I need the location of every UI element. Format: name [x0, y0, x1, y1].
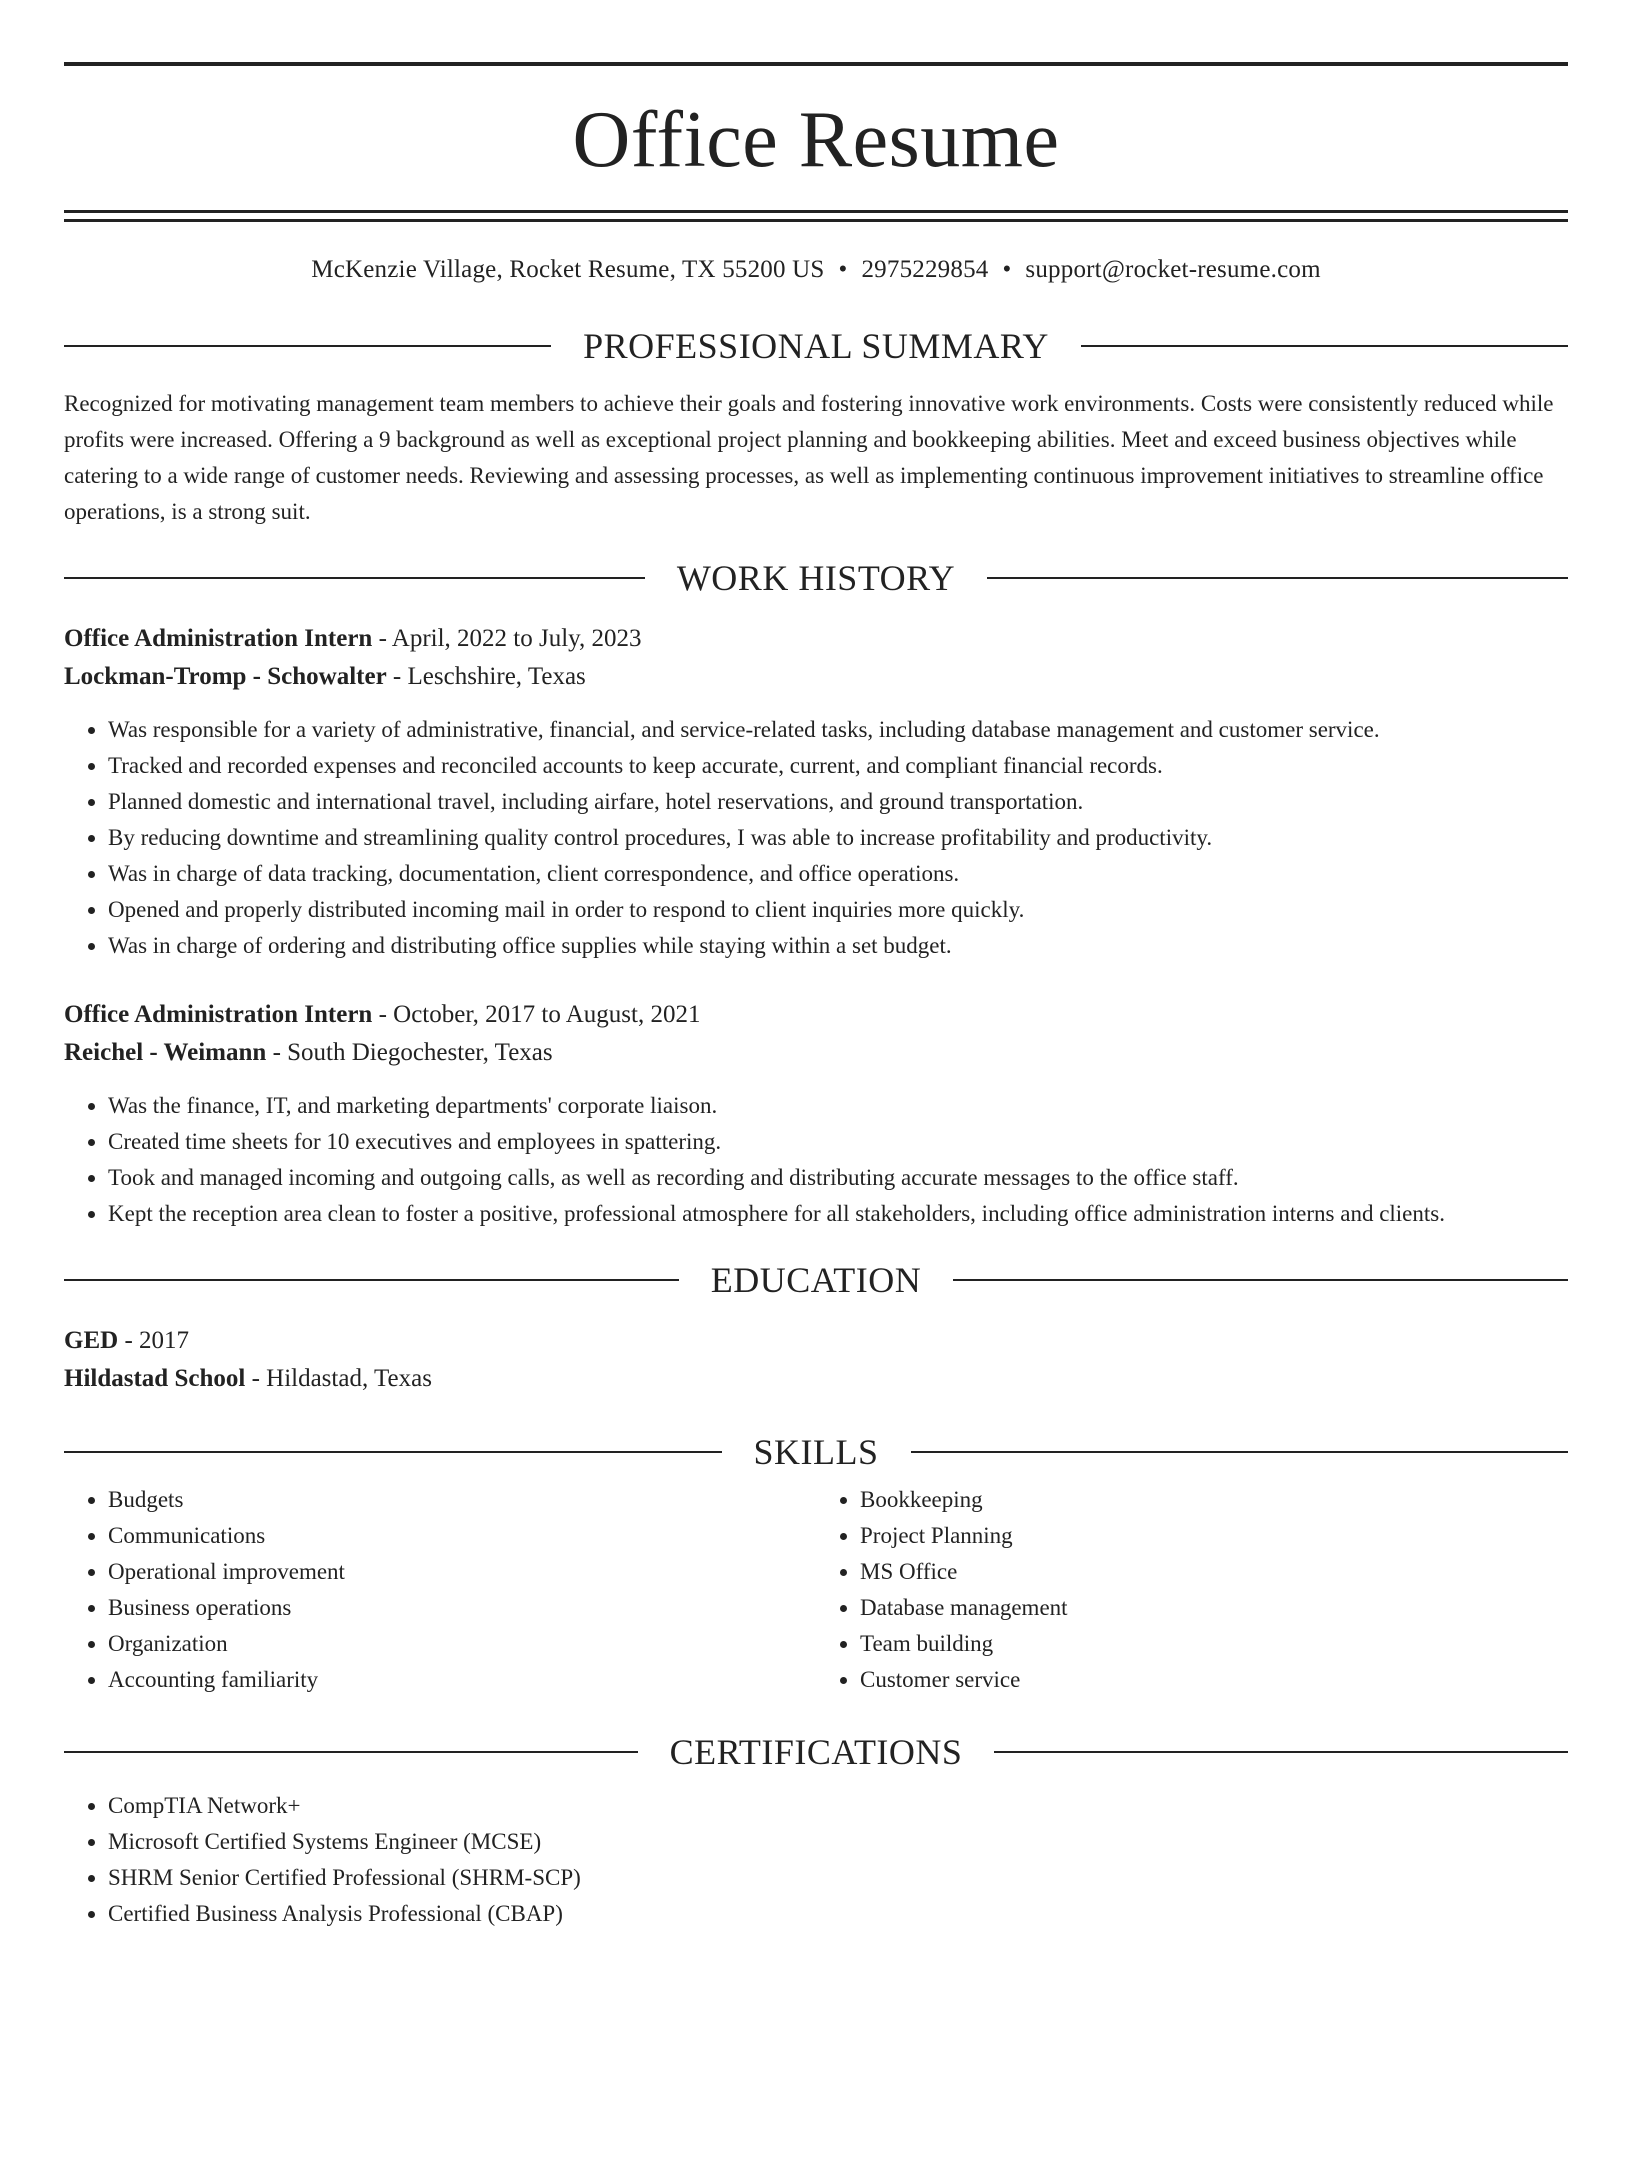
job-dates: - October, 2017 to August, 2021 — [372, 1001, 701, 1028]
header-top-rule — [64, 62, 1568, 66]
skill-item: • Database management — [860, 1590, 1568, 1626]
education-degree: GED — [64, 1327, 119, 1354]
skill-item: • Accounting familiarity — [108, 1662, 816, 1698]
contact-email: support@rocket-resume.com — [1025, 256, 1321, 283]
skills-list-left — [64, 1482, 816, 1698]
job-bullet: • Was in charge of data tracking, documentation, client correspondence, and office operations. — [108, 856, 1568, 892]
section-title-skills: SKILLS — [753, 1432, 879, 1472]
contact-separator: • — [838, 256, 848, 283]
certification-item: • Microsoft Certified Systems Engineer (MCSE) — [108, 1824, 1568, 1860]
resume-page — [0, 62, 1632, 2174]
skills-columns — [64, 1482, 1568, 1698]
certification-item: • CompTIA Network+ — [108, 1788, 1568, 1824]
skill-item: • Operational improvement — [108, 1554, 816, 1590]
skill-item: • Customer service — [860, 1662, 1568, 1698]
resume-title: Office Resume — [572, 96, 1060, 184]
section-title-education: EDUCATION — [710, 1260, 922, 1300]
skill-item: • Budgets — [108, 1482, 816, 1518]
job-company: Lockman-Tromp - Schowalter — [64, 663, 387, 690]
section-header-summary — [64, 328, 1568, 364]
job-bullet: • Planned domestic and international travel, including airfare, hotel reservations, and ground transportation. — [108, 784, 1568, 820]
section-rule-right — [994, 1751, 1568, 1753]
skill-item: • Bookkeeping — [860, 1482, 1568, 1518]
skill-item: • Communications — [108, 1518, 816, 1554]
section-header-work — [64, 560, 1568, 596]
job-location: - Leschshire, Texas — [386, 663, 586, 690]
skill-item: • Project Planning — [860, 1518, 1568, 1554]
job-bullet: • Kept the reception area clean to foster a positive, professional atmosphere for all stakeholders, including office administration interns and clients. — [108, 1196, 1568, 1232]
section-rule-right — [987, 577, 1568, 579]
job-dates: - April, 2022 to July, 2023 — [372, 625, 642, 652]
job-bullet: • Was the finance, IT, and marketing departments' corporate liaison. — [108, 1088, 1568, 1124]
certification-item: • Certified Business Analysis Professional (CBAP) — [108, 1896, 1568, 1932]
job-company-line — [64, 1034, 1568, 1072]
section-rule-left — [64, 345, 551, 347]
section-header-certifications — [64, 1734, 1568, 1770]
skill-item: • Team building — [860, 1626, 1568, 1662]
section-header-education — [64, 1262, 1568, 1298]
job-title: Office Administration Intern — [64, 625, 373, 652]
job-entry — [64, 996, 1568, 1232]
section-title-summary: PROFESSIONAL SUMMARY — [583, 326, 1049, 366]
job-bullets — [64, 712, 1568, 964]
header-double-rule — [64, 210, 1568, 222]
contact-phone: 2975229854 — [861, 256, 989, 283]
job-bullet: • Opened and properly distributed incoming mail in order to respond to client inquiries more quickly. — [108, 892, 1568, 928]
section-header-skills — [64, 1434, 1568, 1470]
job-bullets — [64, 1088, 1568, 1232]
education-entry — [64, 1322, 1568, 1398]
section-rule-left — [64, 1751, 638, 1753]
education-degree-line — [64, 1322, 1568, 1360]
education-school-line — [64, 1360, 1568, 1398]
section-title-work: WORK HISTORY — [676, 558, 956, 598]
certifications-list — [64, 1788, 1568, 1932]
section-rule-right — [911, 1451, 1569, 1453]
job-company: Reichel - Weimann — [64, 1039, 267, 1066]
job-title-line — [64, 620, 1568, 658]
job-company-line — [64, 658, 1568, 696]
skill-item: • MS Office — [860, 1554, 1568, 1590]
education-year: - 2017 — [118, 1327, 190, 1354]
job-bullet: • Took and managed incoming and outgoing calls, as well as recording and distributing accurate messages to the office staff. — [108, 1160, 1568, 1196]
job-bullet: • Was in charge of ordering and distributing office supplies while staying within a set budget. — [108, 928, 1568, 964]
certification-item: • SHRM Senior Certified Professional (SHRM-SCP) — [108, 1860, 1568, 1896]
contact-separator: • — [1002, 256, 1012, 283]
section-rule-left — [64, 577, 645, 579]
job-bullet: • Was responsible for a variety of administrative, financial, and service-related tasks, including database management and customer service. — [108, 712, 1568, 748]
section-rule-left — [64, 1451, 722, 1453]
job-bullet: • By reducing downtime and streamlining quality control procedures, I was able to increase profitability and productivity. — [108, 820, 1568, 856]
contact-address: McKenzie Village, Rocket Resume, TX 55200 US — [311, 256, 825, 283]
summary-text: Recognized for motivating management team members to achieve their goals and fostering innovative work environments. Costs were consistently reduced while profits were increased. Offering a 9 background as well as exceptional project planning and bookkeeping abilities. Meet and exceed business objectives while catering to a wide range of customer needs. Reviewing and assessing processes, as well as implementing continuous improvement initiatives to streamline office operations, is a strong suit. — [64, 391, 1554, 524]
job-location: - South Diegochester, Texas — [266, 1039, 553, 1066]
section-rule-right — [953, 1279, 1568, 1281]
job-entry — [64, 620, 1568, 964]
section-rule-left — [64, 1279, 679, 1281]
job-title: Office Administration Intern — [64, 1001, 373, 1028]
job-bullet: • Created time sheets for 10 executives and employees in spattering. — [108, 1124, 1568, 1160]
job-bullet: • Tracked and recorded expenses and reconciled accounts to keep accurate, current, and compliant financial records. — [108, 748, 1568, 784]
skill-item: • Organization — [108, 1626, 816, 1662]
education-location: - Hildastad, Texas — [245, 1365, 432, 1392]
section-rule-right — [1081, 345, 1568, 347]
job-title-line — [64, 996, 1568, 1034]
education-school: Hildastad School — [64, 1365, 246, 1392]
skills-list-right — [816, 1482, 1568, 1698]
skill-item: • Business operations — [108, 1590, 816, 1626]
section-title-certifications: CERTIFICATIONS — [669, 1732, 963, 1772]
contact-line — [64, 256, 1568, 284]
